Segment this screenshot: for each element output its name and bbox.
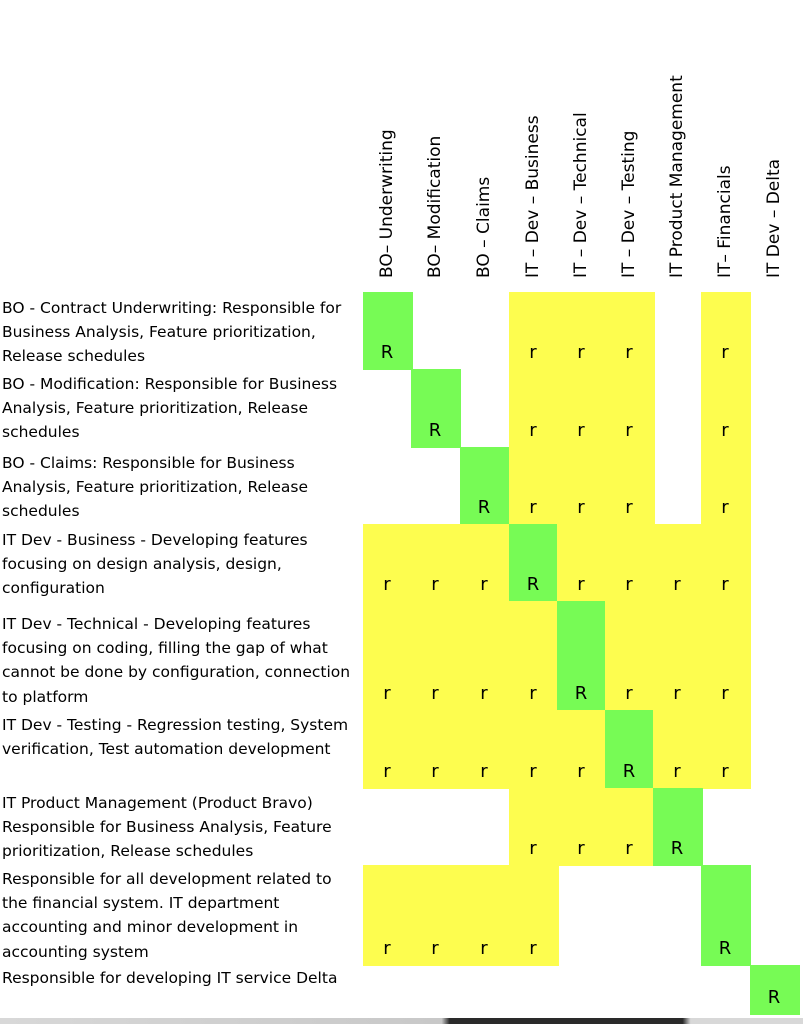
cell-mark: r bbox=[577, 497, 585, 518]
cell-mark: r bbox=[673, 761, 681, 782]
column-header: IT Dev – Delta bbox=[764, 158, 784, 278]
cell-mark: r bbox=[431, 938, 439, 959]
cell-mark: r bbox=[529, 838, 537, 859]
cell-mark: R bbox=[477, 497, 491, 518]
cell-mark: r bbox=[480, 574, 488, 595]
column-header: IT – Dev – Business bbox=[523, 115, 543, 278]
column-header: BO– Underwriting bbox=[377, 129, 397, 278]
row-label: BO - Claims: Responsible for Business Analysis, Feature prioritization, Release schedules bbox=[2, 454, 309, 521]
cell-mark: r bbox=[383, 938, 391, 959]
cell-mark: r bbox=[673, 574, 681, 595]
cell-mark: R bbox=[574, 683, 588, 704]
cell-mark: r bbox=[480, 938, 488, 959]
bottom-edge bbox=[0, 1018, 803, 1024]
column-header: BO– Modification bbox=[425, 135, 445, 278]
cell-mark: R bbox=[622, 761, 636, 782]
cell-mark: r bbox=[625, 497, 633, 518]
cell-mark: r bbox=[721, 420, 729, 441]
cell-mark: r bbox=[625, 683, 633, 704]
cell-mark: r bbox=[383, 574, 391, 595]
cell-mark: R bbox=[380, 342, 394, 363]
column-header: IT Product Management bbox=[667, 75, 687, 278]
cell-mark: r bbox=[625, 342, 633, 363]
row-label: BO - Contract Underwriting: Responsible for Business Analysis, Feature prioritization, Release schedules bbox=[2, 299, 342, 366]
cell-mark: r bbox=[721, 761, 729, 782]
cell-mark: r bbox=[577, 761, 585, 782]
column-header: IT – Dev – Technical bbox=[571, 112, 591, 278]
cell-mark: r bbox=[577, 838, 585, 859]
cell-mark: r bbox=[383, 761, 391, 782]
row-label: IT Product Management (Product Bravo) Responsible for Business Analysis, Feature prioritization, Release schedules bbox=[2, 794, 332, 861]
cell-mark: r bbox=[721, 683, 729, 704]
cell-mark: r bbox=[721, 497, 729, 518]
column-header: IT – Dev – Testing bbox=[619, 130, 639, 278]
cell-mark: r bbox=[721, 342, 729, 363]
cell-mark: R bbox=[718, 938, 732, 959]
cell-mark: R bbox=[526, 574, 540, 595]
cell-mark: r bbox=[625, 420, 633, 441]
row-label: Responsible for all development related to the financial system. IT department accounting and minor development in accounting system bbox=[2, 870, 332, 961]
cell-mark: r bbox=[529, 683, 537, 704]
cell-mark: r bbox=[673, 683, 681, 704]
cell-mark: r bbox=[625, 574, 633, 595]
cell-mark: r bbox=[431, 683, 439, 704]
row-label: IT Dev - Testing - Regression testing, System verification, Test automation development bbox=[2, 716, 349, 759]
cell-mark: r bbox=[577, 420, 585, 441]
cell-mark: r bbox=[383, 683, 391, 704]
cell-mark: r bbox=[721, 574, 729, 595]
cell-mark: r bbox=[431, 574, 439, 595]
row-label: IT Dev - Business - Developing features focusing on design analysis, design, configuration bbox=[2, 531, 308, 598]
cell-mark: r bbox=[431, 761, 439, 782]
row-label: Responsible for developing IT service Delta bbox=[2, 969, 338, 987]
cell-mark: R bbox=[670, 838, 684, 859]
cell-mark: r bbox=[529, 497, 537, 518]
row-label: IT Dev - Technical - Developing features focusing on coding, filling the gap of what cannot be done by configuration, connection to platform bbox=[2, 615, 351, 706]
cell-mark: R bbox=[428, 420, 442, 441]
cell-mark: r bbox=[529, 342, 537, 363]
cell-mark: r bbox=[529, 761, 537, 782]
cell-mark: r bbox=[577, 342, 585, 363]
column-header: BO – Claims bbox=[474, 176, 494, 278]
row-label: BO - Modification: Responsible for Business Analysis, Feature prioritization, Release schedules bbox=[2, 375, 338, 442]
cell-mark: r bbox=[529, 420, 537, 441]
cell-mark: r bbox=[529, 938, 537, 959]
cell-mark: r bbox=[577, 574, 585, 595]
cell-mark: r bbox=[480, 683, 488, 704]
cell-mark: R bbox=[767, 987, 781, 1008]
cell-mark: r bbox=[625, 838, 633, 859]
column-header: IT– Financials bbox=[715, 165, 735, 278]
cell-mark: r bbox=[480, 761, 488, 782]
